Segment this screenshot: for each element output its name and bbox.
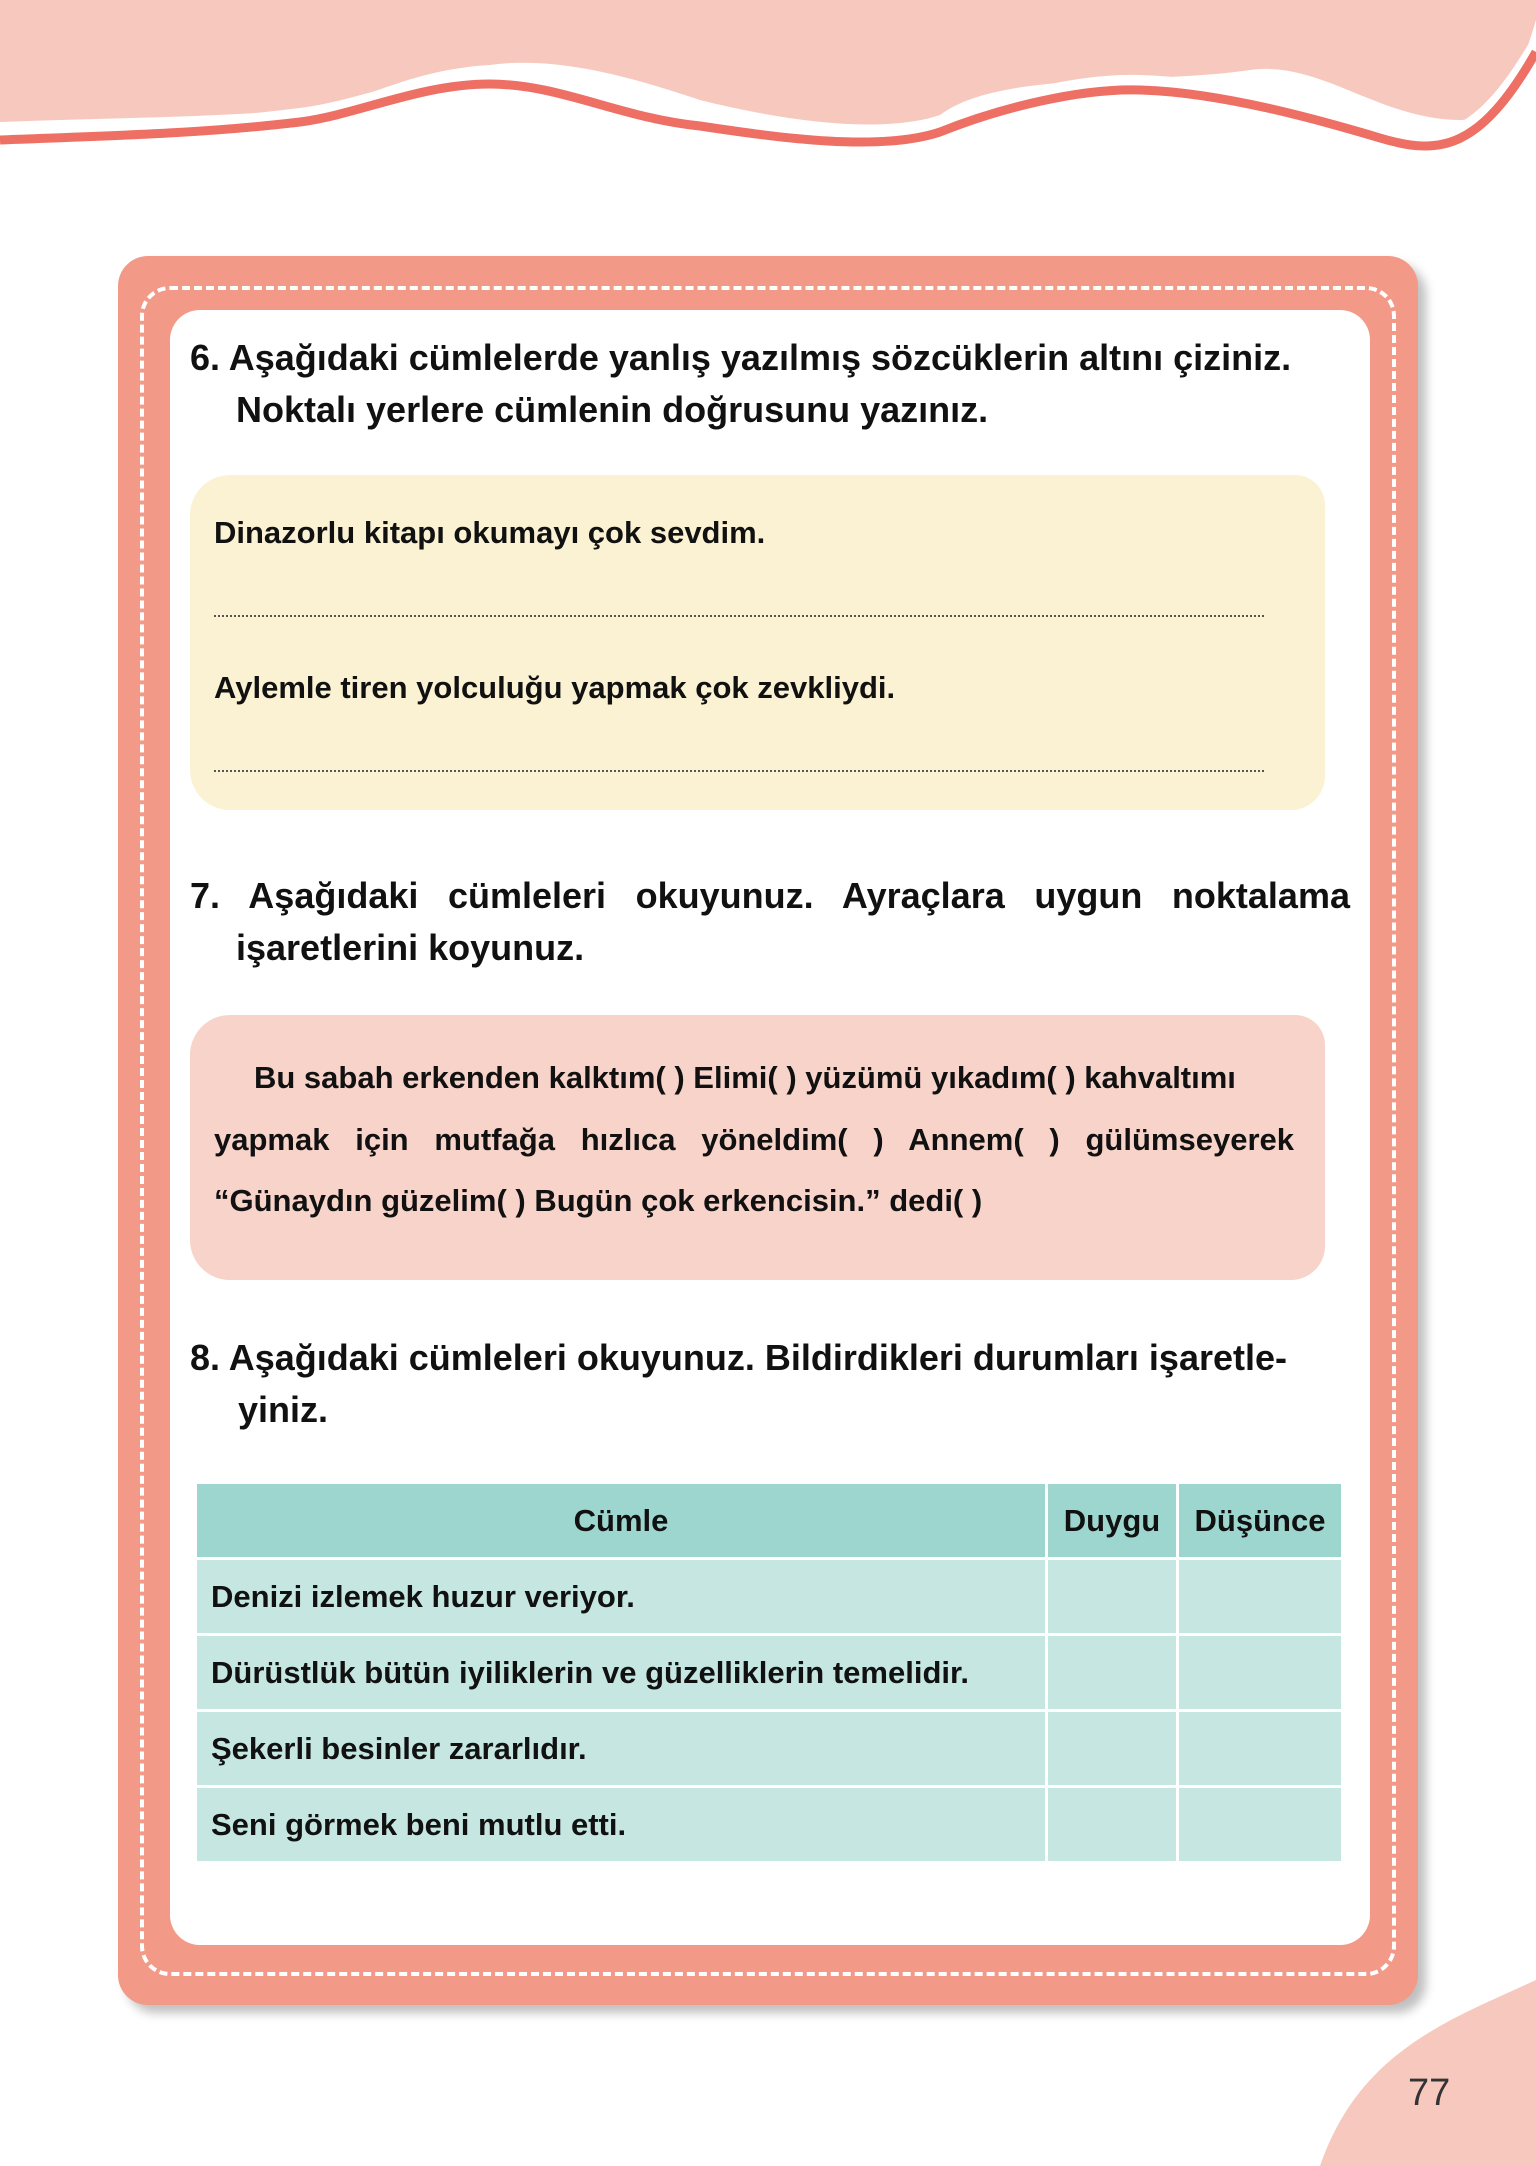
q7-title-line1: 7. Aşağıdaki cümleleri okuyunuz. Ayraçlara uygun noktalama xyxy=(190,875,1350,916)
q6-title-line2: Noktalı yerlere cümlenin doğrusunu yazınız. xyxy=(236,389,989,430)
dusunce-cell[interactable] xyxy=(1178,1559,1343,1635)
duygu-cell[interactable] xyxy=(1047,1787,1178,1863)
table-row xyxy=(196,1711,1343,1787)
header-dusunce: Düşünce xyxy=(1178,1483,1343,1559)
q8-title xyxy=(190,1332,1350,1436)
page-number: 77 xyxy=(1408,2072,1451,2114)
q6-title-line1: 6. Aşağıdaki cümlelerde yanlış yazılmış sözcüklerin altını çiziniz. xyxy=(190,337,1292,378)
q7-line-3: “Günaydın güzelim( ) Bugün çok erkencisin.” dedi( ) xyxy=(214,1183,983,1218)
q7-paragraph-box xyxy=(190,1015,1325,1280)
table-row xyxy=(196,1787,1343,1863)
q8-title-line1: 8. Aşağıdaki cümleleri okuyunuz. Bildirdikleri durumları işaretle- xyxy=(190,1337,1287,1378)
q8-title-line2: yiniz. xyxy=(238,1389,329,1430)
table-row xyxy=(196,1559,1343,1635)
q7-title xyxy=(190,870,1350,974)
q6-sentence-box xyxy=(190,475,1325,810)
row-sentence: Dürüstlük bütün iyiliklerin ve güzelliklerin temelidir. xyxy=(196,1635,1047,1711)
dusunce-cell[interactable] xyxy=(1178,1711,1343,1787)
q7-title-line2: işaretlerini koyunuz. xyxy=(236,927,585,968)
q6-sentence-1: Dinazorlu kitapı okumayı çok sevdim. xyxy=(214,515,766,550)
table-header-row xyxy=(196,1483,1343,1559)
q6-answer-line-1[interactable] xyxy=(214,615,1264,617)
q6-answer-line-2[interactable] xyxy=(214,770,1264,772)
header-duygu: Duygu xyxy=(1047,1483,1178,1559)
duygu-cell[interactable] xyxy=(1047,1635,1178,1711)
table-row xyxy=(196,1635,1343,1711)
q6-title xyxy=(190,332,1360,436)
dusunce-cell[interactable] xyxy=(1178,1787,1343,1863)
dusunce-cell[interactable] xyxy=(1178,1635,1343,1711)
q6-sentence-2: Aylemle tiren yolculuğu yapmak çok zevkliydi. xyxy=(214,670,896,705)
row-sentence: Şekerli besinler zararlıdır. xyxy=(196,1711,1047,1787)
corner-blob-decoration xyxy=(1300,1960,1536,2166)
row-sentence: Seni görmek beni mutlu etti. xyxy=(196,1787,1047,1863)
duygu-cell[interactable] xyxy=(1047,1711,1178,1787)
header-cumle: Cümle xyxy=(196,1483,1047,1559)
header-wave-decoration xyxy=(0,0,1536,160)
row-sentence: Denizi izlemek huzur veriyor. xyxy=(196,1559,1047,1635)
q7-line-1: Bu sabah erkenden kalktım( ) Elimi( ) yüzümü yıkadım( ) kahvaltımı xyxy=(254,1060,1236,1095)
q8-table xyxy=(194,1481,1344,1864)
q7-line-2: yapmak için mutfağa hızlıca yöneldim( ) Annem( ) gülümseyerek xyxy=(214,1122,1294,1157)
duygu-cell[interactable] xyxy=(1047,1559,1178,1635)
